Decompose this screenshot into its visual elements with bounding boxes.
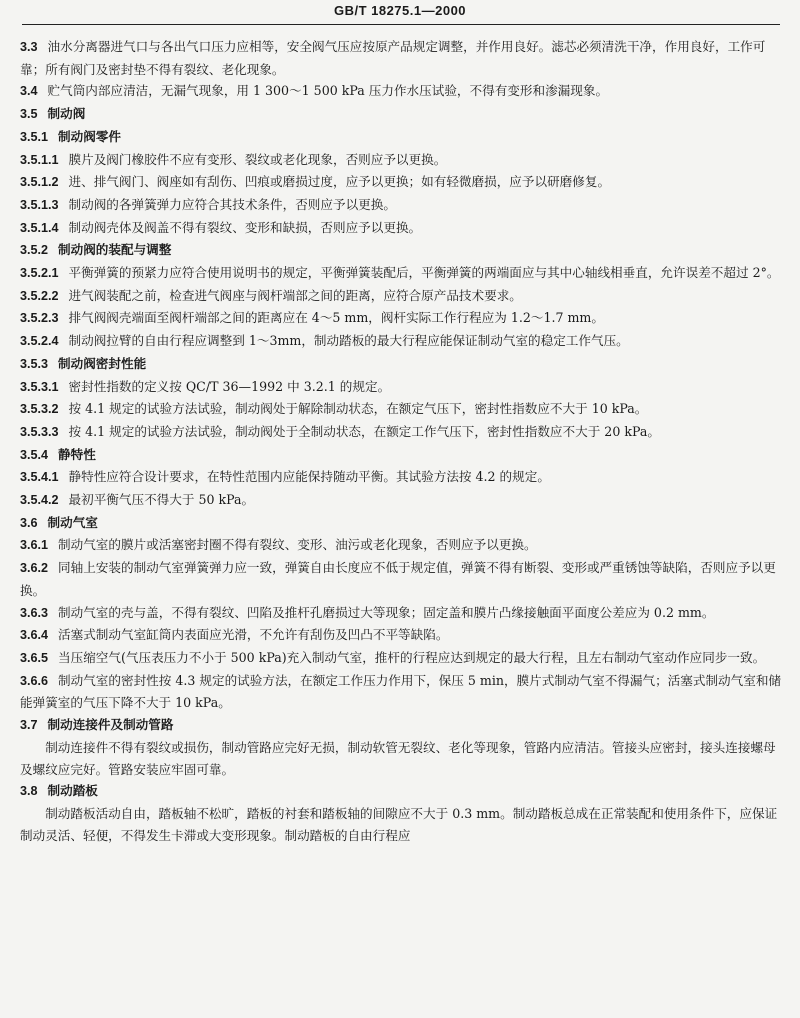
clause-text: 制动气室的密封性按 4.3 规定的试验方法，在额定工作压力作用下，保压 5 min，膜片式制动气室不得漏气；活塞式制动气室和储能弹簧室的气压下降不大于 10 kPa。 [20, 672, 782, 711]
heading-text: 制动连接件及制动管路 [47, 717, 174, 733]
clause-paragraph [20, 647, 782, 670]
clause-paragraph [20, 398, 782, 421]
clause-number: 3.5.4.2 [20, 493, 59, 508]
clause-paragraph [20, 194, 782, 217]
clause-number: 3.5.1.3 [20, 197, 59, 212]
section-heading [20, 126, 782, 149]
clause-text: 膜片及阀门橡胶件不应有变形、裂纹或老化现象，否则应予以更换。 [68, 151, 447, 167]
clause-text: 贮气筒内部应清洁，无漏气现象，用 1 300～1 500 kPa 压力作水压试验，不得有变形和渗漏现象。 [47, 83, 609, 99]
clause-number: 3.5.2.4 [20, 334, 59, 349]
clause-paragraph [20, 624, 782, 647]
clause-number: 3.6 [20, 515, 38, 530]
clause-number: 3.5 [20, 107, 38, 122]
section-heading [20, 353, 782, 376]
clause-paragraph [20, 737, 782, 780]
heading-text: 静特性 [58, 446, 96, 462]
clause-number: 3.3 [20, 40, 38, 54]
clause-number: 3.5.4.1 [20, 470, 59, 485]
clause-text: 油水分离器进气口与各出气口压力应相等，安全阀气压应按原产品规定调整，并作用良好。滤芯必须清洗干净，作用良好，工作可靠；所有阀门及密封垫不得有裂纹、老化现象。 [20, 39, 766, 77]
clause-number: 3.5.3.1 [20, 379, 59, 394]
clause-text: 最初平衡气压不得大于 50 kPa。 [68, 492, 255, 508]
clause-number: 3.6.4 [20, 628, 49, 643]
section-heading [20, 239, 782, 262]
clause-text: 按 4.1 规定的试验方法试验，制动阀处于解除制动状态，在额定气压下，密封性指数应不大于 10 kPa。 [68, 401, 648, 417]
clause-paragraph [20, 149, 782, 172]
section-heading [20, 444, 782, 467]
clause-text: 制动阀的各弹簧弹力应符合其技术条件，否则应予以更换。 [68, 196, 396, 212]
clause-text: 平衡弹簧的预紧力应符合使用说明书的规定，平衡弹簧装配后，平衡弹簧的两端面应与其中心轴线相垂直，允许误差不超过 2°。 [68, 265, 780, 281]
clause-number: 3.5.1 [20, 129, 49, 144]
clause-text: 按 4.1 规定的试验方法试验，制动阀处于全制动状态，在额定工作气压下，密封性指数应不大于 20 kPa。 [68, 423, 660, 439]
clause-paragraph [20, 285, 782, 308]
clause-paragraph [20, 262, 782, 285]
clause-number: 3.6.1 [20, 538, 49, 553]
section-heading [20, 512, 782, 535]
clause-paragraph [20, 557, 782, 601]
clause-paragraph [20, 217, 782, 240]
clause-text: 排气阀阀壳端面至阀杆端部之间的距离应在 4～5 mm，阀杆实际工作行程应为 1.2～1.7 mm。 [68, 310, 604, 326]
clause-number: 3.6.2 [20, 561, 49, 576]
heading-text: 制动气室 [47, 514, 98, 530]
clause-paragraph [20, 80, 782, 103]
clause-number: 3.5.2.3 [20, 311, 59, 326]
clause-paragraph [20, 376, 782, 399]
heading-text: 制动阀的装配与调整 [58, 242, 172, 258]
clause-number: 3.5.2.2 [20, 288, 59, 303]
section-heading [20, 780, 782, 803]
clause-paragraph [20, 307, 782, 330]
clause-number: 3.6.6 [20, 673, 49, 688]
clause-text: 进气阀装配之前，检查进气阀座与阀杆端部之间的距离，应符合原产品技术要求。 [68, 287, 522, 303]
clause-text: 当压缩空气(气压表压力不小于 500 kPa)充入制动气室，推杆的行程应达到规定的最大行程，且左右制动气室动作应同步一致。 [58, 649, 766, 665]
heading-text: 制动阀密封性能 [58, 355, 147, 371]
header-rule [22, 24, 780, 25]
clause-number: 3.5.2 [20, 243, 49, 258]
clause-text: 活塞式制动气室缸筒内表面应光滑，不允许有刮伤及凹凸不平等缺陷。 [58, 627, 449, 643]
section-heading [20, 714, 782, 737]
clause-number: 3.6.5 [20, 650, 49, 665]
clause-paragraph [20, 670, 782, 714]
clause-text: 制动阀壳体及阀盖不得有裂纹、变形和缺损，否则应予以更换。 [68, 219, 422, 235]
clause-text: 同轴上安装的制动气室弹簧弹力应一致，弹簧自由长度应不低于规定值，弹簧不得有断裂、变形或严重锈蚀等缺陷，否则应予以更换。 [20, 560, 776, 598]
clause-text: 制动气室的壳与盖，不得有裂纹、凹陷及推杆孔磨损过大等现象；固定盖和膜片凸缘接触面平面度公差应为 0.2 mm。 [58, 604, 715, 620]
document-body [20, 36, 782, 843]
clause-paragraph [20, 36, 782, 80]
clause-text: 制动连接件不得有裂纹或损伤，制动管路应完好无损，制动软管无裂纹、老化等现象，管路内应清洁。管接头应密封，接头连接螺母及螺纹应完好。管路安装应牢固可靠。 [20, 739, 776, 777]
clause-text: 进、排气阀门、阀座如有刮伤、凹痕或磨损过度，应予以更换；如有轻微磨损，应予以研磨修复。 [68, 174, 611, 190]
clause-paragraph [20, 466, 782, 489]
heading-text: 制动踏板 [47, 783, 98, 799]
section-heading [20, 103, 782, 126]
clause-number: 3.5.1.4 [20, 220, 59, 235]
clause-paragraph [20, 330, 782, 353]
clause-text: 制动阀拉臂的自由行程应调整到 1～3mm，制动踏板的最大行程应能保证制动气室的稳定工作气压。 [68, 333, 629, 349]
heading-text: 制动阀 [47, 106, 86, 122]
clause-text: 密封性指数的定义按 QC/T 36—1992 中 3.2.1 的规定。 [68, 378, 391, 394]
clause-paragraph [20, 171, 782, 194]
clause-number: 3.5.3 [20, 356, 49, 371]
clause-paragraph [20, 489, 782, 512]
clause-number: 3.5.3.2 [20, 402, 59, 417]
clause-text: 静特性应符合设计要求，在特性范围内应能保持随动平衡。其试验方法按 4.2 的规定。 [68, 469, 550, 485]
clause-paragraph [20, 602, 782, 625]
clause-number: 3.5.1.2 [20, 175, 59, 190]
clause-number: 3.4 [20, 84, 38, 99]
clause-number: 3.7 [20, 718, 38, 733]
clause-number: 3.6.3 [20, 605, 49, 620]
clause-paragraph [20, 421, 782, 444]
heading-text: 制动阀零件 [58, 128, 121, 144]
page-header: GB/T 18275.1—2000 [333, 3, 467, 18]
clause-number: 3.5.3.3 [20, 424, 59, 439]
clause-number: 3.5.2.1 [20, 266, 59, 281]
clause-text: 制动气室的膜片或活塞密封圈不得有裂纹、变形、油污或老化现象，否则应予以更换。 [58, 537, 537, 553]
clause-number: 3.5.4 [20, 447, 49, 462]
clause-number: 3.8 [20, 784, 38, 799]
clause-number: 3.5.1.1 [20, 152, 59, 167]
clause-paragraph [20, 534, 782, 557]
clause-paragraph [20, 803, 782, 843]
clause-text: 制动踏板活动自由，踏板轴不松旷，踏板的衬套和踏板轴的间隙应不大于 0.3 mm。制动踏板总成在正常装配和使用条件下，应保证制动灵活、轻便，不得发生卡滞或大变形现象。制动踏板的自由行程应 [20, 805, 778, 843]
